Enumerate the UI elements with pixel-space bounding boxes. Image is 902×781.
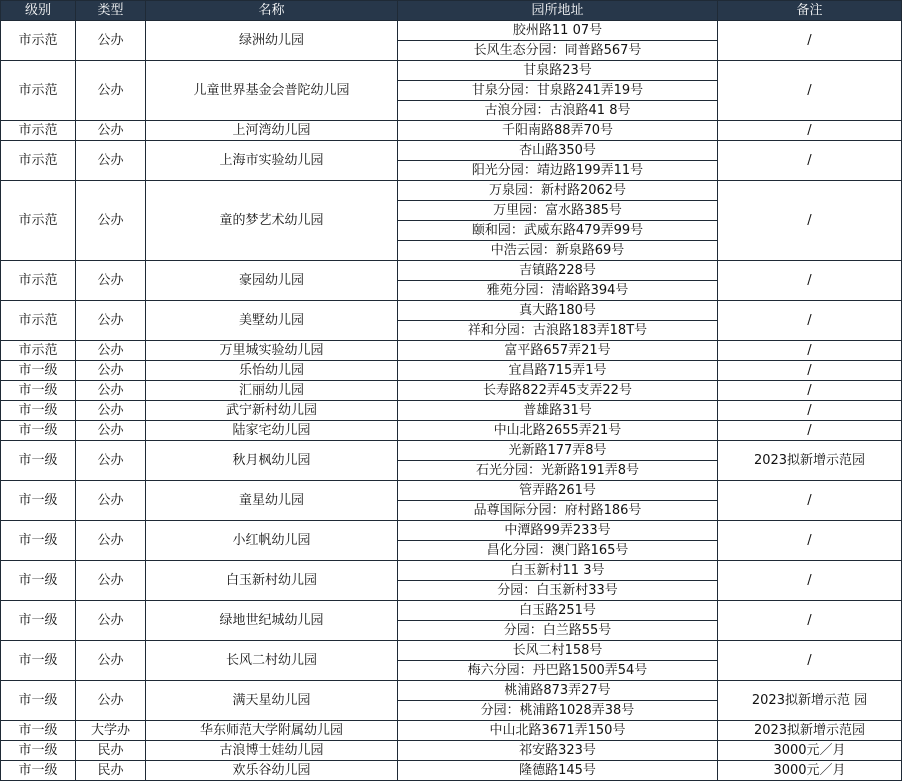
cell-type: 民办: [76, 741, 146, 761]
cell-name: 满天星幼儿园: [146, 681, 398, 721]
cell-address: 祥和分园：古浪路183弄18T号: [398, 321, 718, 341]
table-row: [1, 721, 902, 741]
cell-note: /: [718, 421, 902, 441]
cell-name: 上河湾幼儿园: [146, 121, 398, 141]
cell-note: /: [718, 121, 902, 141]
table-row: [1, 481, 902, 501]
cell-type: 公办: [76, 421, 146, 441]
table-row: [1, 741, 902, 761]
cell-note: /: [718, 261, 902, 301]
cell-address: 甘泉路23号: [398, 61, 718, 81]
table-row: [1, 401, 902, 421]
cell-address: 长寿路822弄45支弄22号: [398, 381, 718, 401]
header-name: 名称: [146, 1, 398, 21]
cell-type: 公办: [76, 521, 146, 561]
cell-name: 秋月枫幼儿园: [146, 441, 398, 481]
cell-address: 颐和园：武威东路479弄99号: [398, 221, 718, 241]
cell-name: 童星幼儿园: [146, 481, 398, 521]
cell-note: /: [718, 341, 902, 361]
cell-level: 市一级: [1, 641, 76, 681]
cell-level: 市一级: [1, 481, 76, 521]
cell-note: /: [718, 381, 902, 401]
cell-address: 隆德路145号: [398, 761, 718, 781]
cell-type: 公办: [76, 561, 146, 601]
cell-note: /: [718, 181, 902, 261]
cell-type: 公办: [76, 21, 146, 61]
cell-name: 华东师范大学附属幼儿园: [146, 721, 398, 741]
cell-address: 真大路180号: [398, 301, 718, 321]
cell-name: 上海市实验幼儿园: [146, 141, 398, 181]
cell-name: 乐怡幼儿园: [146, 361, 398, 381]
cell-address: 分园：白兰路55号: [398, 621, 718, 641]
cell-level: 市示范: [1, 261, 76, 301]
cell-name: 儿童世界基金会普陀幼儿园: [146, 61, 398, 121]
cell-type: 公办: [76, 481, 146, 521]
cell-address: 雅苑分园：清峪路394号: [398, 281, 718, 301]
cell-note: /: [718, 361, 902, 381]
cell-name: 万里城实验幼儿园: [146, 341, 398, 361]
cell-address: 昌化分园：澳门路165号: [398, 541, 718, 561]
cell-name: 白玉新村幼儿园: [146, 561, 398, 601]
table-row: [1, 681, 902, 701]
cell-level: 市一级: [1, 381, 76, 401]
cell-address: 古浪分园：古浪路41 8号: [398, 101, 718, 121]
table-header-row: [1, 1, 902, 21]
cell-name: 童的梦艺术幼儿园: [146, 181, 398, 261]
cell-type: 公办: [76, 401, 146, 421]
table-row: [1, 421, 902, 441]
table-body: [1, 21, 902, 781]
cell-note: /: [718, 561, 902, 601]
cell-note: /: [718, 61, 902, 121]
table-row: [1, 341, 902, 361]
cell-address: 祁安路323号: [398, 741, 718, 761]
header-type: 类型: [76, 1, 146, 21]
cell-type: 公办: [76, 181, 146, 261]
cell-name: 绿地世纪城幼儿园: [146, 601, 398, 641]
cell-level: 市一级: [1, 681, 76, 721]
cell-address: 梅六分园：丹巴路1500弄54号: [398, 661, 718, 681]
cell-level: 市一级: [1, 601, 76, 641]
cell-name: 小红帆幼儿园: [146, 521, 398, 561]
cell-address: 白玉新村11 3号: [398, 561, 718, 581]
cell-level: 市示范: [1, 61, 76, 121]
cell-name: 欢乐谷幼儿园: [146, 761, 398, 781]
cell-address: 阳光分园：靖边路199弄11号: [398, 161, 718, 181]
cell-address: 分园：桃浦路1028弄38号: [398, 701, 718, 721]
cell-type: 公办: [76, 301, 146, 341]
cell-note: /: [718, 601, 902, 641]
table-row: [1, 141, 902, 161]
cell-address: 普雄路31号: [398, 401, 718, 421]
cell-name: 陆家宅幼儿园: [146, 421, 398, 441]
cell-note: /: [718, 21, 902, 61]
cell-address: 胶州路11 07号: [398, 21, 718, 41]
cell-address: 杏山路350号: [398, 141, 718, 161]
cell-type: 公办: [76, 341, 146, 361]
cell-level: 市示范: [1, 301, 76, 341]
cell-level: 市一级: [1, 441, 76, 481]
table-row: [1, 301, 902, 321]
cell-level: 市一级: [1, 521, 76, 561]
cell-level: 市一级: [1, 561, 76, 601]
cell-type: 公办: [76, 61, 146, 121]
cell-type: 公办: [76, 261, 146, 301]
cell-type: 民办: [76, 761, 146, 781]
cell-note: /: [718, 481, 902, 521]
cell-level: 市一级: [1, 421, 76, 441]
table-row: [1, 361, 902, 381]
cell-name: 美墅幼儿园: [146, 301, 398, 341]
cell-level: 市示范: [1, 141, 76, 181]
cell-name: 长风二村幼儿园: [146, 641, 398, 681]
cell-type: 公办: [76, 641, 146, 681]
cell-address: 管弄路261号: [398, 481, 718, 501]
cell-address: 长风二村158号: [398, 641, 718, 661]
cell-note: /: [718, 521, 902, 561]
cell-address: 中浩云园：新泉路69号: [398, 241, 718, 261]
cell-address: 长风生态分园：同普路567号: [398, 41, 718, 61]
cell-note: 2023拟新增示范园: [718, 721, 902, 741]
cell-type: 公办: [76, 681, 146, 721]
cell-note: /: [718, 401, 902, 421]
cell-level: 市一级: [1, 401, 76, 421]
header-note: 备注: [718, 1, 902, 21]
cell-name: 汇丽幼儿园: [146, 381, 398, 401]
cell-address: 宜昌路715弄1号: [398, 361, 718, 381]
table-row: [1, 121, 902, 141]
table-row: [1, 441, 902, 461]
cell-note: 3000元／月: [718, 741, 902, 761]
table-row: [1, 21, 902, 41]
cell-level: 市示范: [1, 21, 76, 61]
cell-note: /: [718, 301, 902, 341]
cell-type: 公办: [76, 141, 146, 181]
cell-address: 中潭路99弄233号: [398, 521, 718, 541]
cell-note: 3000元／月: [718, 761, 902, 781]
cell-name: 绿洲幼儿园: [146, 21, 398, 61]
cell-address: 白玉路251号: [398, 601, 718, 621]
table-row: [1, 381, 902, 401]
cell-type: 公办: [76, 361, 146, 381]
cell-level: 市一级: [1, 741, 76, 761]
cell-note: 2023拟新增示范园: [718, 441, 902, 481]
cell-address: 分园：白玉新村33号: [398, 581, 718, 601]
cell-address: 中山北路2655弄21号: [398, 421, 718, 441]
cell-type: 公办: [76, 601, 146, 641]
table-row: [1, 641, 902, 661]
cell-level: 市一级: [1, 761, 76, 781]
table-row: [1, 521, 902, 541]
cell-type: 公办: [76, 441, 146, 481]
cell-level: 市示范: [1, 181, 76, 261]
table-row: [1, 181, 902, 201]
cell-address: 吉镇路228号: [398, 261, 718, 281]
cell-type: 大学办: [76, 721, 146, 741]
cell-type: 公办: [76, 121, 146, 141]
cell-name: 武宁新村幼儿园: [146, 401, 398, 421]
cell-address: 光新路177弄8号: [398, 441, 718, 461]
cell-name: 古浪博士娃幼儿园: [146, 741, 398, 761]
cell-address: 富平路657弄21号: [398, 341, 718, 361]
cell-level: 市示范: [1, 121, 76, 141]
cell-note: /: [718, 641, 902, 681]
cell-type: 公办: [76, 381, 146, 401]
cell-level: 市示范: [1, 341, 76, 361]
cell-address: 甘泉分园：甘泉路241弄19号: [398, 81, 718, 101]
cell-address: 万泉园：新村路2062号: [398, 181, 718, 201]
cell-address: 万里园：富水路385号: [398, 201, 718, 221]
cell-note: 2023拟新增示范 园: [718, 681, 902, 721]
header-address: 园所地址: [398, 1, 718, 21]
cell-address: 中山北路3671弄150号: [398, 721, 718, 741]
cell-level: 市一级: [1, 361, 76, 381]
table-row: [1, 561, 902, 581]
header-level: 级别: [1, 1, 76, 21]
table-row: [1, 761, 902, 781]
cell-address: 石光分园：光新路191弄8号: [398, 461, 718, 481]
table-row: [1, 261, 902, 281]
cell-name: 豪园幼儿园: [146, 261, 398, 301]
cell-address: 品尊国际分园：府村路186号: [398, 501, 718, 521]
table-row: [1, 601, 902, 621]
cell-level: 市一级: [1, 721, 76, 741]
table-row: [1, 61, 902, 81]
cell-address: 桃浦路873弄27号: [398, 681, 718, 701]
cell-note: /: [718, 141, 902, 181]
cell-address: 千阳南路88弄70号: [398, 121, 718, 141]
